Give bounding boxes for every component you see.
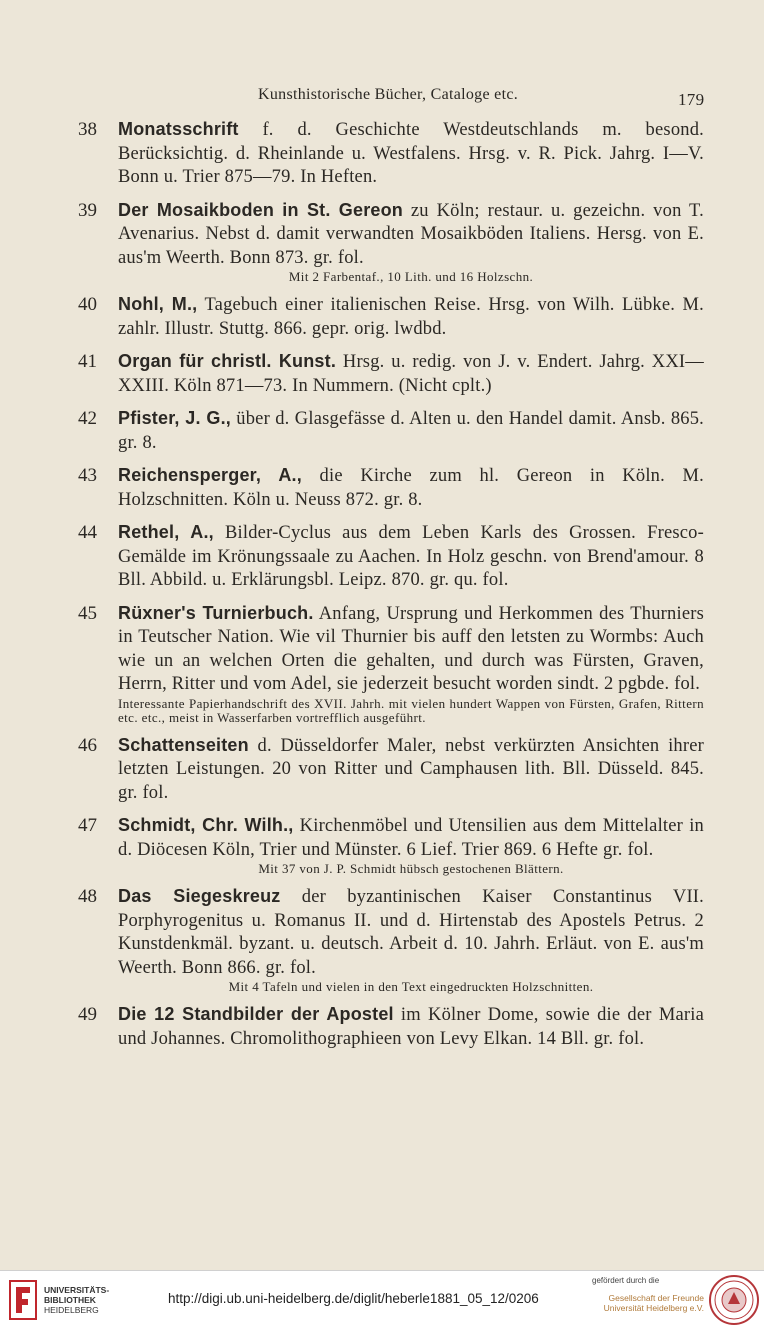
entry-number: 42 [78, 408, 97, 429]
catalogue-entry [78, 814, 704, 876]
entry-note: Mit 4 Tafeln und vielen in den Text eingedruckten Holzschnitten. [228, 979, 594, 994]
university-library-logo-icon [8, 1279, 38, 1321]
entry-number: 38 [78, 119, 97, 140]
entry-headword: Rüxner's Turnierbuch. [118, 602, 314, 623]
catalogue-entry [78, 885, 704, 994]
entry-number: 49 [78, 1004, 97, 1025]
entry-body [118, 521, 704, 593]
entry-text: die Kirche zum hl. Gereon in Köln. M. Holzschnitten. Köln u. Neuss 872. gr. 8. [118, 466, 704, 510]
catalogue-entry [78, 464, 704, 512]
entry-body [118, 350, 704, 398]
society-name: Gesellschaft der Freunde Universität Heidelberg e.V. [603, 1293, 704, 1313]
entry-headword: Schmidt, Chr. Wilh., [118, 815, 294, 835]
entry-headword: Monatsschrift [118, 119, 239, 139]
entry-text: über d. Glasgefässe d. Alten u. den Handel damit. Ansb. 865. gr. 8. [118, 409, 705, 453]
entry-body [118, 199, 704, 271]
catalogue-entry [78, 199, 705, 285]
entry-body [118, 464, 704, 512]
catalogue-entries [78, 118, 705, 1060]
entry-body [118, 118, 704, 190]
entry-headword: Das Siegeskreuz [118, 886, 281, 906]
catalogue-entry [78, 602, 704, 725]
catalogue-entry [78, 521, 704, 593]
funded-by-text: gefördert durch die [592, 1276, 660, 1285]
entry-text: d. Düsseldorfer Maler, nebst verkürzten Ansichten ihrer letzten Leistungen. 20 von Ritter und Camphausen lith. Bll. Düsseld. 845. gr. fol. [118, 735, 704, 803]
entry-text: f. d. Geschichte Westdeutschlands m. besond. Berücksichtig. d. Rheinlande u. Westfalens. Hrsg. v. R. Pick. Jahrg. I—V. Bonn u. Trier 875—79. In Heften. [118, 120, 704, 187]
entry-note: Mit 2 Farbentaf., 10 Lith. und 16 Holzschn. [288, 269, 534, 284]
catalogue-entry [78, 118, 704, 190]
entry-number: 47 [78, 815, 97, 836]
entry-number: 46 [78, 734, 97, 756]
entry-body [118, 734, 704, 806]
entry-text: der byzantinischen Kaiser Constantinus VII. Porphyrogenitus u. Romanus II. und d. Hirtenstab des Apostels Petrus. 2 Kunstdenkmäl. byzant. u. deutsch. Arbeit d. 10. Jahrh. Erläut. von E. aus'm Weerth. Bonn 866. gr. fol. [118, 887, 704, 978]
entry-body [118, 293, 704, 341]
entry-number: 48 [78, 886, 97, 907]
catalogue-entry [78, 350, 704, 398]
catalogue-entry [78, 1003, 704, 1051]
library-name: UNIVERSITÄTS- BIBLIOTHEK HEIDELBERG [44, 1285, 110, 1315]
entry-headword: Rethel, A., [118, 522, 214, 542]
entry-headword: Nohl, M., [118, 294, 198, 314]
entry-body [118, 814, 704, 862]
digital-library-link[interactable]: http://digi.ub.uni-heidelberg.de/diglit/heberle1881_05_12/0206 [168, 1291, 539, 1306]
footer-bar [0, 1270, 764, 1329]
entry-number: 43 [78, 465, 97, 486]
entry-note: Mit 37 von J. P. Schmidt hübsch gestochenen Blättern. [258, 861, 564, 876]
entry-text: Hrsg. u. redig. von J. v. Endert. Jahrg. XXI—XXIII. Köln 871—73. In Nummern. (Nicht cplt.) [118, 352, 704, 396]
catalogue-entry [78, 734, 704, 806]
entry-text: Tagebuch einer italienischen Reise. Hrsg. von Wilh. Lübke. M. zahlr. Illustr. Stuttg. 866. gepr. orig. lwdbd. [118, 295, 704, 339]
entry-headword: Schattenseiten [118, 734, 249, 755]
entry-headword: Reichensperger, A., [118, 465, 302, 485]
catalogue-entry [78, 407, 705, 455]
entry-headword: Der Mosaikboden in St. Gereon [118, 199, 404, 220]
entry-body [118, 885, 704, 980]
entry-number: 41 [78, 351, 97, 372]
entry-number: 44 [78, 522, 97, 543]
running-title: Kunsthistorische Bücher, Cataloge etc. [258, 86, 519, 103]
entry-text: Kirchenmöbel und Utensilien aus dem Mittelalter in d. Diöcesen Köln, Trier und Münster. 6 Lief. Trier 869. 6 Hefte gr. fol. [118, 816, 704, 860]
entry-headword: Pfister, J. G., [118, 408, 231, 428]
entry-text: zu Köln; restaur. u. gezeichn. von T. Avenarius. Nebst d. damit verwandten Mosaikböden Italiens. Hersg. von E. aus'm Weerth. Bonn 873. gr. fol. [118, 200, 705, 268]
catalogue-entry [78, 293, 704, 341]
entry-number: 40 [78, 294, 97, 315]
entry-note: Interessante Papierhandschrift des XVII. Jahrh. mit vielen hundert Wappen von Fürsten, Grafen, Rittern etc. etc., meist in Wasserfarben vortrefflich ausgeführt. [118, 695, 704, 725]
entry-headword: Organ für christl. Kunst. [118, 351, 337, 371]
page-number: 179 [678, 90, 705, 109]
entry-body [118, 1003, 704, 1051]
entry-body [118, 602, 704, 697]
entry-headword: Die 12 Standbilder der Apostel [118, 1004, 394, 1024]
entry-text: Anfang, Ursprung und Herkommen des Thurniers in Teutscher Nation. Wie vil Thurnier bis auff den letsten zu Wormbs: Auch wie un an welchen Orten die gehalten, und durch was Fürsten, Graven, Herrn, Ritter und vom Adel, sie jederzeit besucht worden sindt. 2 pgbde. fol. [118, 603, 704, 694]
entry-number: 45 [78, 602, 97, 624]
entry-text: Bilder-Cyclus aus dem Leben Karls des Grossen. Fresco-Gemälde im Krönungssaale zu Aachen. In Holz geschn. von Brend'amour. 8 Bll. Abbild. u. Erklärungsbl. Leipz. 870. gr. qu. fol. [118, 523, 704, 590]
entry-text: im Kölner Dome, sowie die der Maria und Johannes. Chromolithographieen von Levy Elkan. 14 Bll. gr. fol. [118, 1005, 704, 1049]
entry-number: 39 [78, 199, 97, 221]
entry-body [118, 407, 704, 455]
university-seal-icon [708, 1274, 760, 1326]
